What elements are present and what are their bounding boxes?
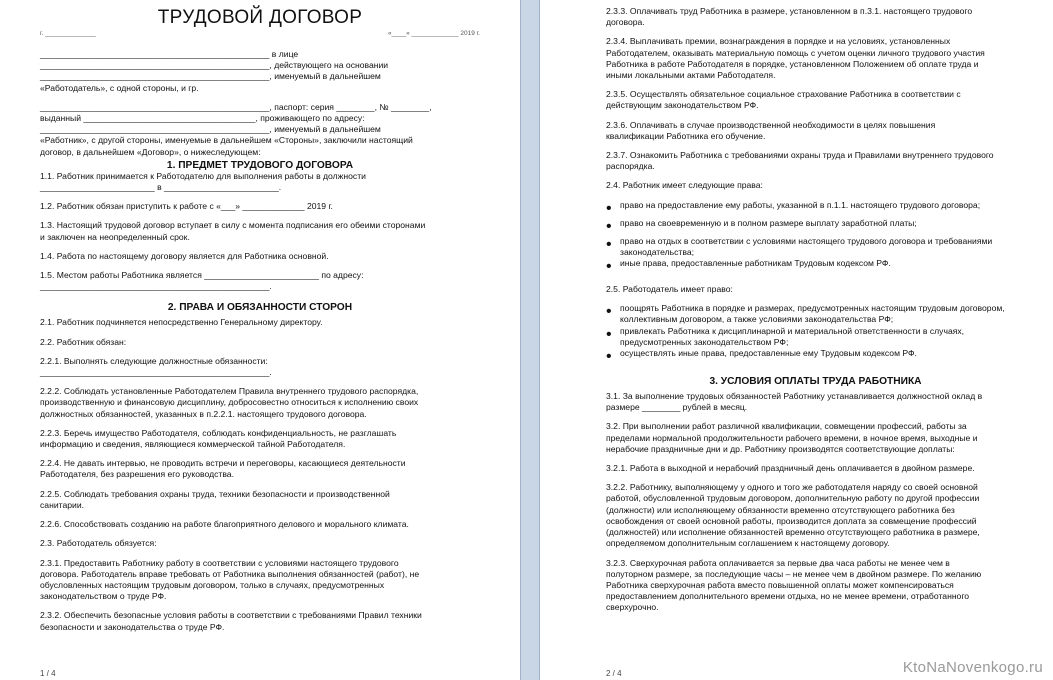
paragraph: (должностей) или исполнение обязанностей временно отсутствующего работника в размере, (606, 527, 980, 538)
document-title: ТРУДОВОЙ ДОГОВОР (157, 7, 363, 28)
paragraph: 3.1. За выполнение трудовых обязанностей Работнику устанавливается должностной оклад в (606, 391, 983, 402)
paragraph: 2.3.4. Выплачивать премии, вознаграждения в порядке и на условиях, установленных (606, 36, 951, 47)
paragraph: обусловленных настоящим трудовым договором, только в случаях, предусмотренных (40, 579, 385, 590)
paragraph: предоставлением дополнительного времени отдыха, но не менее времени, отработанного (606, 591, 970, 602)
paragraph: 2.2. Работник обязан: (40, 336, 127, 347)
date-city-row (40, 30, 480, 37)
paragraph: ________________________________________________. (40, 281, 272, 292)
bullet-icon: • (606, 325, 612, 343)
paragraph: иными локальными актами Работодателя. (606, 70, 776, 81)
paragraph: полуторном размере, за последующие часы – не менее чем в двойном размере. По желанию (606, 568, 982, 579)
paragraph: 2.4. Работник имеет следующие права: (606, 180, 763, 191)
paragraph: 2.3. Работодатель обязуется: (40, 538, 157, 549)
paragraph: действующим законодательством РФ. (606, 100, 759, 111)
paragraph: Работника в работе Работодателя в порядке, установленном Положением об оплате труда и (606, 58, 979, 69)
paragraph: производственную и финансовую дисциплину, добросовестно относиться к исполнению своих (40, 397, 419, 408)
paragraph: Работодателя, без разрешения его руководства. (40, 469, 234, 480)
paragraph: 3.2.2. Работнику, выполняющему у одного и того же работодателя наряду со своей основной (606, 482, 978, 493)
paragraph: 1.1. Работник принимается к Работодателю для выполнения работы в должности (40, 170, 366, 181)
paragraph: (должности) или исполняющему обязанности временно отсутствующего работника без (606, 504, 955, 515)
bullet-icon: • (606, 348, 612, 366)
paragraph: пределами нормальной продолжительности рабочего времени, в ночное время, выходные и (606, 432, 978, 443)
paragraph: 2.1. Работник подчиняется непосредственно Генеральному директору. (40, 317, 323, 328)
paragraph: и заключен на неопределенный срок. (40, 231, 190, 242)
date-line: «____» _____________ 2019 г. (388, 30, 480, 37)
list-item: • осуществлять иные права, предоставленные ему Трудовым кодексом РФ. (606, 348, 917, 366)
paragraph: законодательством о труде РФ. (40, 591, 167, 602)
list-item: • привлекать Работника к дисциплинарной и материальной ответственности в случаях, предусмотренных законодательством РФ; (606, 325, 965, 347)
paragraph: 2.2.4. Не давать интервью, не проводить встречи и переговоры, касающиеся деятельности (40, 458, 406, 469)
paragraph: 2.3.3. Оплачивать труд Работника в размере, установленном в п.3.1. настоящего трудового (606, 6, 973, 16)
section-2-title: 2. ПРАВА И ОБЯЗАННОСТИ СТОРОН (167, 302, 353, 314)
watermark: KtoNaNovenkogo.ru (902, 659, 1043, 676)
paragraph: 2.3.6. Оплачивать в случае производственной необходимости в целях повышения (606, 119, 936, 130)
paragraph: 2.2.3. Беречь имущество Работодателя, соблюдать конфиденциальность, не разглашать (40, 427, 397, 438)
intro-line: ________________________________________________ в лице (40, 49, 299, 59)
bullet-icon: • (606, 303, 612, 321)
list-item: • право на предоставление ему работы, указанной в п.1.1. настоящего трудового договора; (606, 199, 981, 217)
document-page-1 (0, 0, 520, 680)
page-number: 2 / 4 (606, 669, 622, 678)
document-page-2 (540, 0, 1053, 680)
page-number: 1 / 4 (40, 669, 56, 678)
list-item: • поощрять Работника в порядке и размерах, предусмотренных настоящим трудовым договором, коллективным договором, а также условиями законодательства РФ; (606, 303, 1005, 325)
paragraph: 3.2.1. Работа в выходной и нерабочий праздничный день оплачивается в двойном размере. (606, 463, 975, 474)
paragraph: договора. Работодатель вправе требовать от Работника выполнения обязанностей (работ), не (40, 568, 420, 579)
bullet-icon: • (606, 258, 612, 276)
paragraph: Работодателем, оказывать материальную помощь с учетом оценки личного трудового участия (606, 47, 985, 58)
intro-line: «Работник», с другой стороны, именуемые в дальнейшем «Стороны», заключили настоящий (40, 135, 413, 146)
paragraph: договора. (606, 17, 645, 28)
paragraph: 1.5. Местом работы Работника является ________________________ по адресу: (40, 270, 364, 281)
paragraph: 2.3.5. Осуществлять обязательное социальное страхование Работника в соответствии с (606, 89, 961, 100)
paragraph: 2.3.7. Ознакомить Работника с требованиями охраны труда и Правилами внутреннего трудового (606, 150, 994, 161)
paragraph: 2.3.2. Обеспечить безопасные условия работы в соответствии с требованиями Правил техники (40, 610, 422, 621)
paragraph: освобождения от своей основной работы, производится доплата за совмещение профессий (606, 515, 977, 526)
list-item: • иные права, предоставленные работникам Трудовым кодексом РФ. (606, 258, 891, 276)
paragraph: безопасности и законодательства о труде РФ. (40, 621, 225, 632)
page2-content (606, 6, 1025, 614)
paragraph: работой, обусловленной трудовым договором, дополнительную работу по другой профессии (606, 493, 980, 504)
paragraph: 1.3. Настоящий трудовой договор вступает в силу с момента подписания его обеими сторонами (40, 220, 426, 231)
paragraph: 2.5. Работодатель имеет право: (606, 284, 733, 295)
intro-line: ________________________________________________, паспорт: серия ________, № ________, (40, 101, 432, 112)
intro-line: выданный ____________________________________, проживающего по адресу: (40, 113, 365, 124)
intro-line: ________________________________________________, именуемый в дальнейшем (40, 124, 381, 135)
bullet-icon: • (606, 235, 612, 253)
paragraph: нерабочие праздничные дни и др. Работнику производятся соответствующие доплаты: (606, 443, 955, 454)
paragraph: 2.2.5. Соблюдать требования охраны труда, техники безопасности и производственной (40, 488, 390, 499)
intro-line: «Работодатель», с одной стороны, и гр. (40, 82, 199, 93)
page-gutter (520, 0, 540, 680)
list-item: • право на отдых в соответствии с условиями настоящего трудового договора и требованиями законодательства; (606, 235, 993, 257)
intro-block (40, 49, 480, 158)
intro-line: ________________________________________________, именуемый в дальнейшем (40, 71, 381, 82)
paragraph: 3.2. При выполнении работ различной квалификации, совмещении профессий, работы за (606, 421, 967, 432)
paragraph: квалификации Работника его обучение. (606, 130, 766, 141)
paragraph: определяемом дополнительным соглашением к настоящему договору. (606, 538, 890, 549)
paragraph: 3.2.3. Сверхурочная работа оплачивается за первые два часа работы не менее чем в (606, 557, 950, 568)
paragraph: 2.2.6. Способствовать созданию на работе благоприятного делового и морального климата. (40, 519, 409, 530)
paragraph: 2.2.2. Соблюдать установленные Работодателем Правила внутреннего трудового распорядка, (40, 386, 419, 397)
paragraph: должностных обязанностей, указанных в п.2.2.1. настоящего трудового договора. (40, 408, 367, 419)
paragraph: ________________________________________________. (40, 367, 272, 378)
paragraph: информацию и сведения, являющиеся коммерческой тайной Работодателя. (40, 439, 346, 450)
paragraph: ________________________ в ________________________. (40, 182, 282, 193)
intro-line: договор, в дальнейшем «Договор», о нижеследующем: (40, 146, 261, 157)
section-3-title: 3. УСЛОВИЯ ОПЛАТЫ ТРУДА РАБОТНИКА (709, 376, 922, 388)
paragraph: Работника сверхурочная работа вместо повышенной оплаты может компенсироваться (606, 579, 954, 590)
bullet-icon: • (606, 217, 612, 235)
bullet-icon: • (606, 199, 612, 217)
section-1-title: 1. ПРЕДМЕТ ТРУДОВОГО ДОГОВОРА (166, 159, 354, 171)
paragraph: 2.3.1. Предоставить Работнику работу в соответствии с условиями настоящего трудового (40, 557, 399, 568)
paragraph: распорядка. (606, 161, 655, 172)
paragraph: санитарии. (40, 499, 85, 510)
city-line: г. ______________ (40, 30, 96, 37)
paragraph: 1.4. Работа по настоящему договору является для Работника основной. (40, 250, 329, 261)
paragraph: 1.2. Работник обязан приступить к работе с «___» _____________ 2019 г. (40, 201, 333, 212)
list-item: • право на своевременную и в полном размере выплату заработной платы; (606, 217, 917, 235)
paragraph: сверхурочно. (606, 602, 659, 613)
paragraph: 2.2.1. Выполнять следующие должностные обязанности: (40, 355, 268, 366)
intro-line: ________________________________________________, действующего на основании (40, 60, 389, 71)
paragraph: размере ________ рублей в месяц. (606, 402, 748, 413)
